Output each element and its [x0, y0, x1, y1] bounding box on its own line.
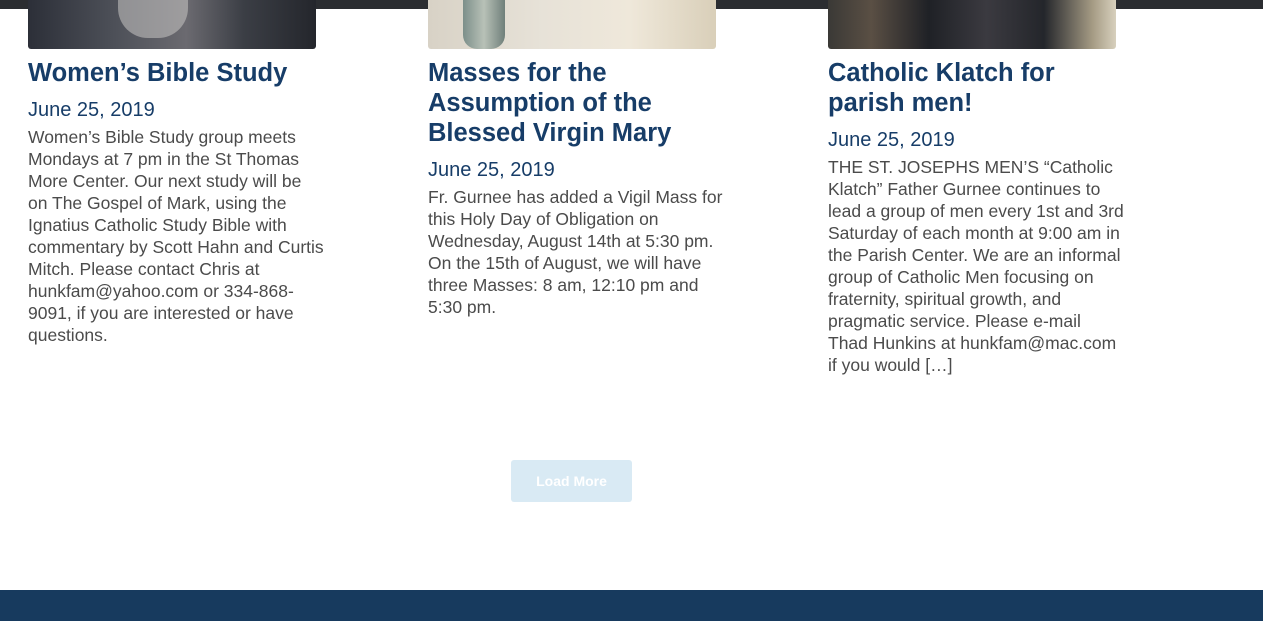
- site-footer: [0, 590, 1263, 621]
- post-excerpt: Fr. Gurnee has added a Vigil Mass for this Holy Day of Obligation on Wednesday, August 14th at 5:30 pm. On the 15th of August, we will have three Masses: 8 am, 12:10 pm and 5:30 pm.: [428, 187, 723, 317]
- post-thumbnail[interactable]: [828, 0, 1116, 49]
- load-more-button[interactable]: Load More: [511, 460, 632, 502]
- post-title[interactable]: Masses for the Assumption of the Blessed Virgin Mary: [428, 59, 672, 147]
- post-excerpt: Women’s Bible Study group meets Mondays at 7 pm in the St Thomas More Center. Our next study will be on The Gospel of Mark, using the Ignatius Catholic Study Bible with commentary by Scott Hahn and Curtis Mitch. Please contact Chris at hunkfam@yahoo.com or 334-868-9091, if you are interested or have questions.: [28, 127, 324, 345]
- post-title[interactable]: Catholic Klatch for parish men!: [828, 59, 1055, 117]
- post-date: June 25, 2019: [28, 99, 155, 121]
- post-thumbnail[interactable]: [28, 0, 316, 49]
- post-title[interactable]: Women’s Bible Study: [28, 59, 288, 87]
- post-date: June 25, 2019: [828, 129, 955, 151]
- post-thumbnail[interactable]: [428, 0, 716, 49]
- post-excerpt: THE ST. JOSEPHS MEN’S “Catholic Klatch” Father Gurnee continues to lead a group of men every 1st and 3rd Saturday of each month at 9:00 am in the Parish Center. We are an informal group of Catholic Men focusing on fraternity, spiritual growth, and pragmatic service. Please e-mail Thad Hunkins at hunkfam@mac.com if you would […]: [828, 157, 1124, 375]
- post-date: June 25, 2019: [428, 159, 555, 181]
